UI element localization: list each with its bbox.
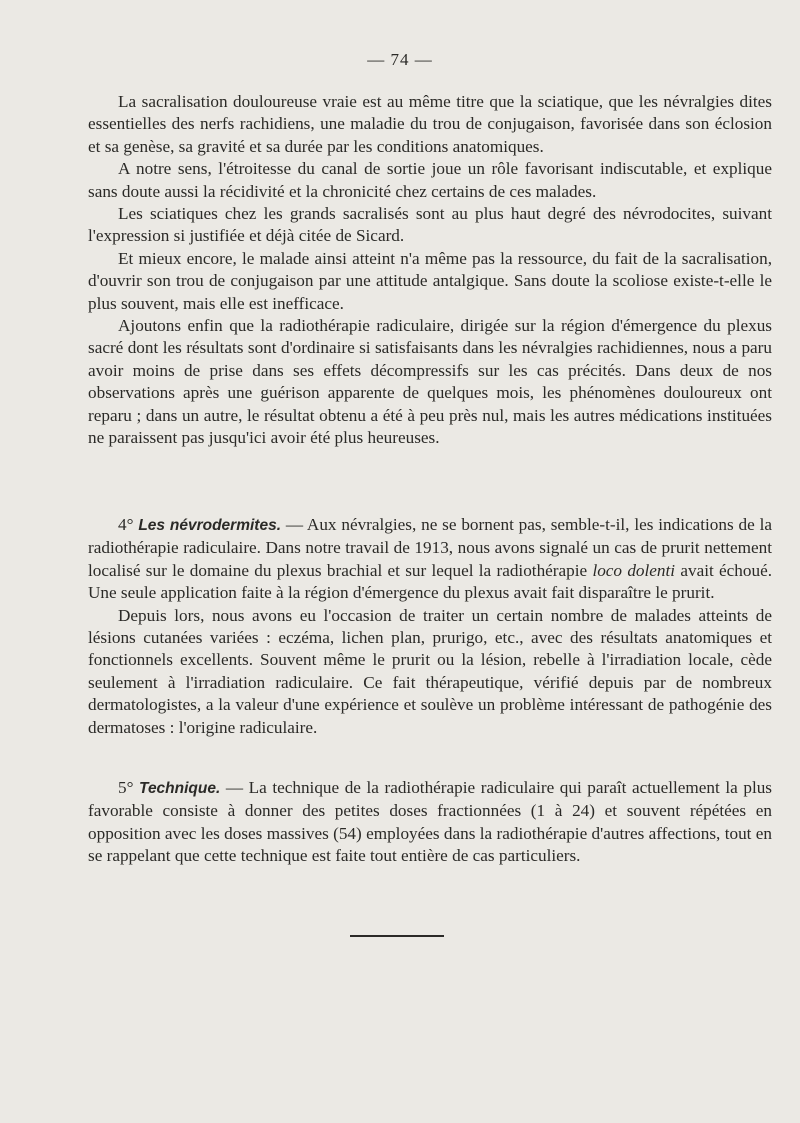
paragraph: Depuis lors, nous avons eu l'occasion de traiter un certain nombre de malades atteints de lésions cutanées variées : eczéma, lichen plan, prurigo, etc., avec des résultats anatomiques et fonctionnels excellents. Souvent même le prurit ou la lésion, rebelle à l'irradiation locale, cède seulement à l'irradiation radiculaire. Ce fait thérapeutique, vérifié depuis par de nombreux dermatologistes, a la valeur d'une expérience et soulève un problème intéressant de pathogénie des dermatoses : l'origine radiculaire. [88,605,772,737]
section-title: Technique. [139,780,221,797]
technique-section [88,777,772,868]
section-number: 4° [118,515,134,534]
paragraph [88,514,772,605]
paragraph-text: — La technique de la radiothérapie radiculaire qui paraît actuellement la plus favorable consiste à donner des petites doses fractionnées (1 à 24) et souvent répétées en opposition avec les doses massives (54) employées dans la radiothérapie d'autres affections, tout en se rappelant que cette technique est faite tout entière de cas particuliers. [88,778,772,866]
italic-phrase: loco dolenti [592,560,676,580]
paragraph: Ajoutons enfin que la radiothérapie radiculaire, dirigée sur la région d'émergence du plexus sacré dont les résultats sont d'ordinaire si satisfaisants dans les névralgies rachidiennes, nous a paru avoir moins de prise dans ses effets décompressifs sur les cas précités. Dans deux de nos observations après une guérison apparente de quelques mois, les phénomènes douloureux ont reparu ; dans un autre, le résultat obtenu a été à peu près nul, mais les autres médications instituées ne paraissent pas jusqu'ici avoir été plus heureuses. [88,316,772,448]
sacralisation-section [88,91,772,450]
nevrodermites-section [88,514,772,739]
section-title: Les névrodermites. [138,517,281,534]
paragraph [88,777,772,868]
paragraph: A notre sens, l'étroitesse du canal de sortie joue un rôle favorisant indiscutable, et explique sans doute aussi la récidivité et la chronicité chez certains de ces malades. [88,159,772,201]
end-rule [350,935,444,937]
paragraph: Les sciatiques chez les grands sacralisés sont au plus haut degré des névrodocites, suivant l'expression si justifiée et déjà citée de Sicard. [88,204,772,246]
section-number: 5° [118,778,134,797]
paragraph: Et mieux encore, le malade ainsi atteint n'a même pas la ressource, du fait de la sacralisation, d'ouvrir son trou de conjugaison par une attitude antalgique. Sans doute la scoliose existe-t-elle le plus souvent, mais elle est inefficace. [88,248,772,313]
page-number: — 74 — [367,50,433,69]
paragraph-text: — Aux névralgies, ne se bornent pas, semble-t-il, les indications de la radiothérapie radiculaire. Dans notre travail de 1913, nous avons signalé un cas de prurit nettement localisé sur le domaine du plexus brachial et sur lequel la radiothérapie [88,515,772,580]
paragraph: La sacralisation douloureuse vraie est au même titre que la sciatique, que les névralgies dites essentielles des nerfs rachidiens, une maladie du trou de conjugaison, favorisée dans son éclosion et sa genèse, sa gravité et sa durée par les conditions anatomiques. [88,92,772,156]
paragraph-text: avait échoué. Une seule application faite à la région d'émergence du plexus avait fait disparaître le prurit. [88,560,773,603]
